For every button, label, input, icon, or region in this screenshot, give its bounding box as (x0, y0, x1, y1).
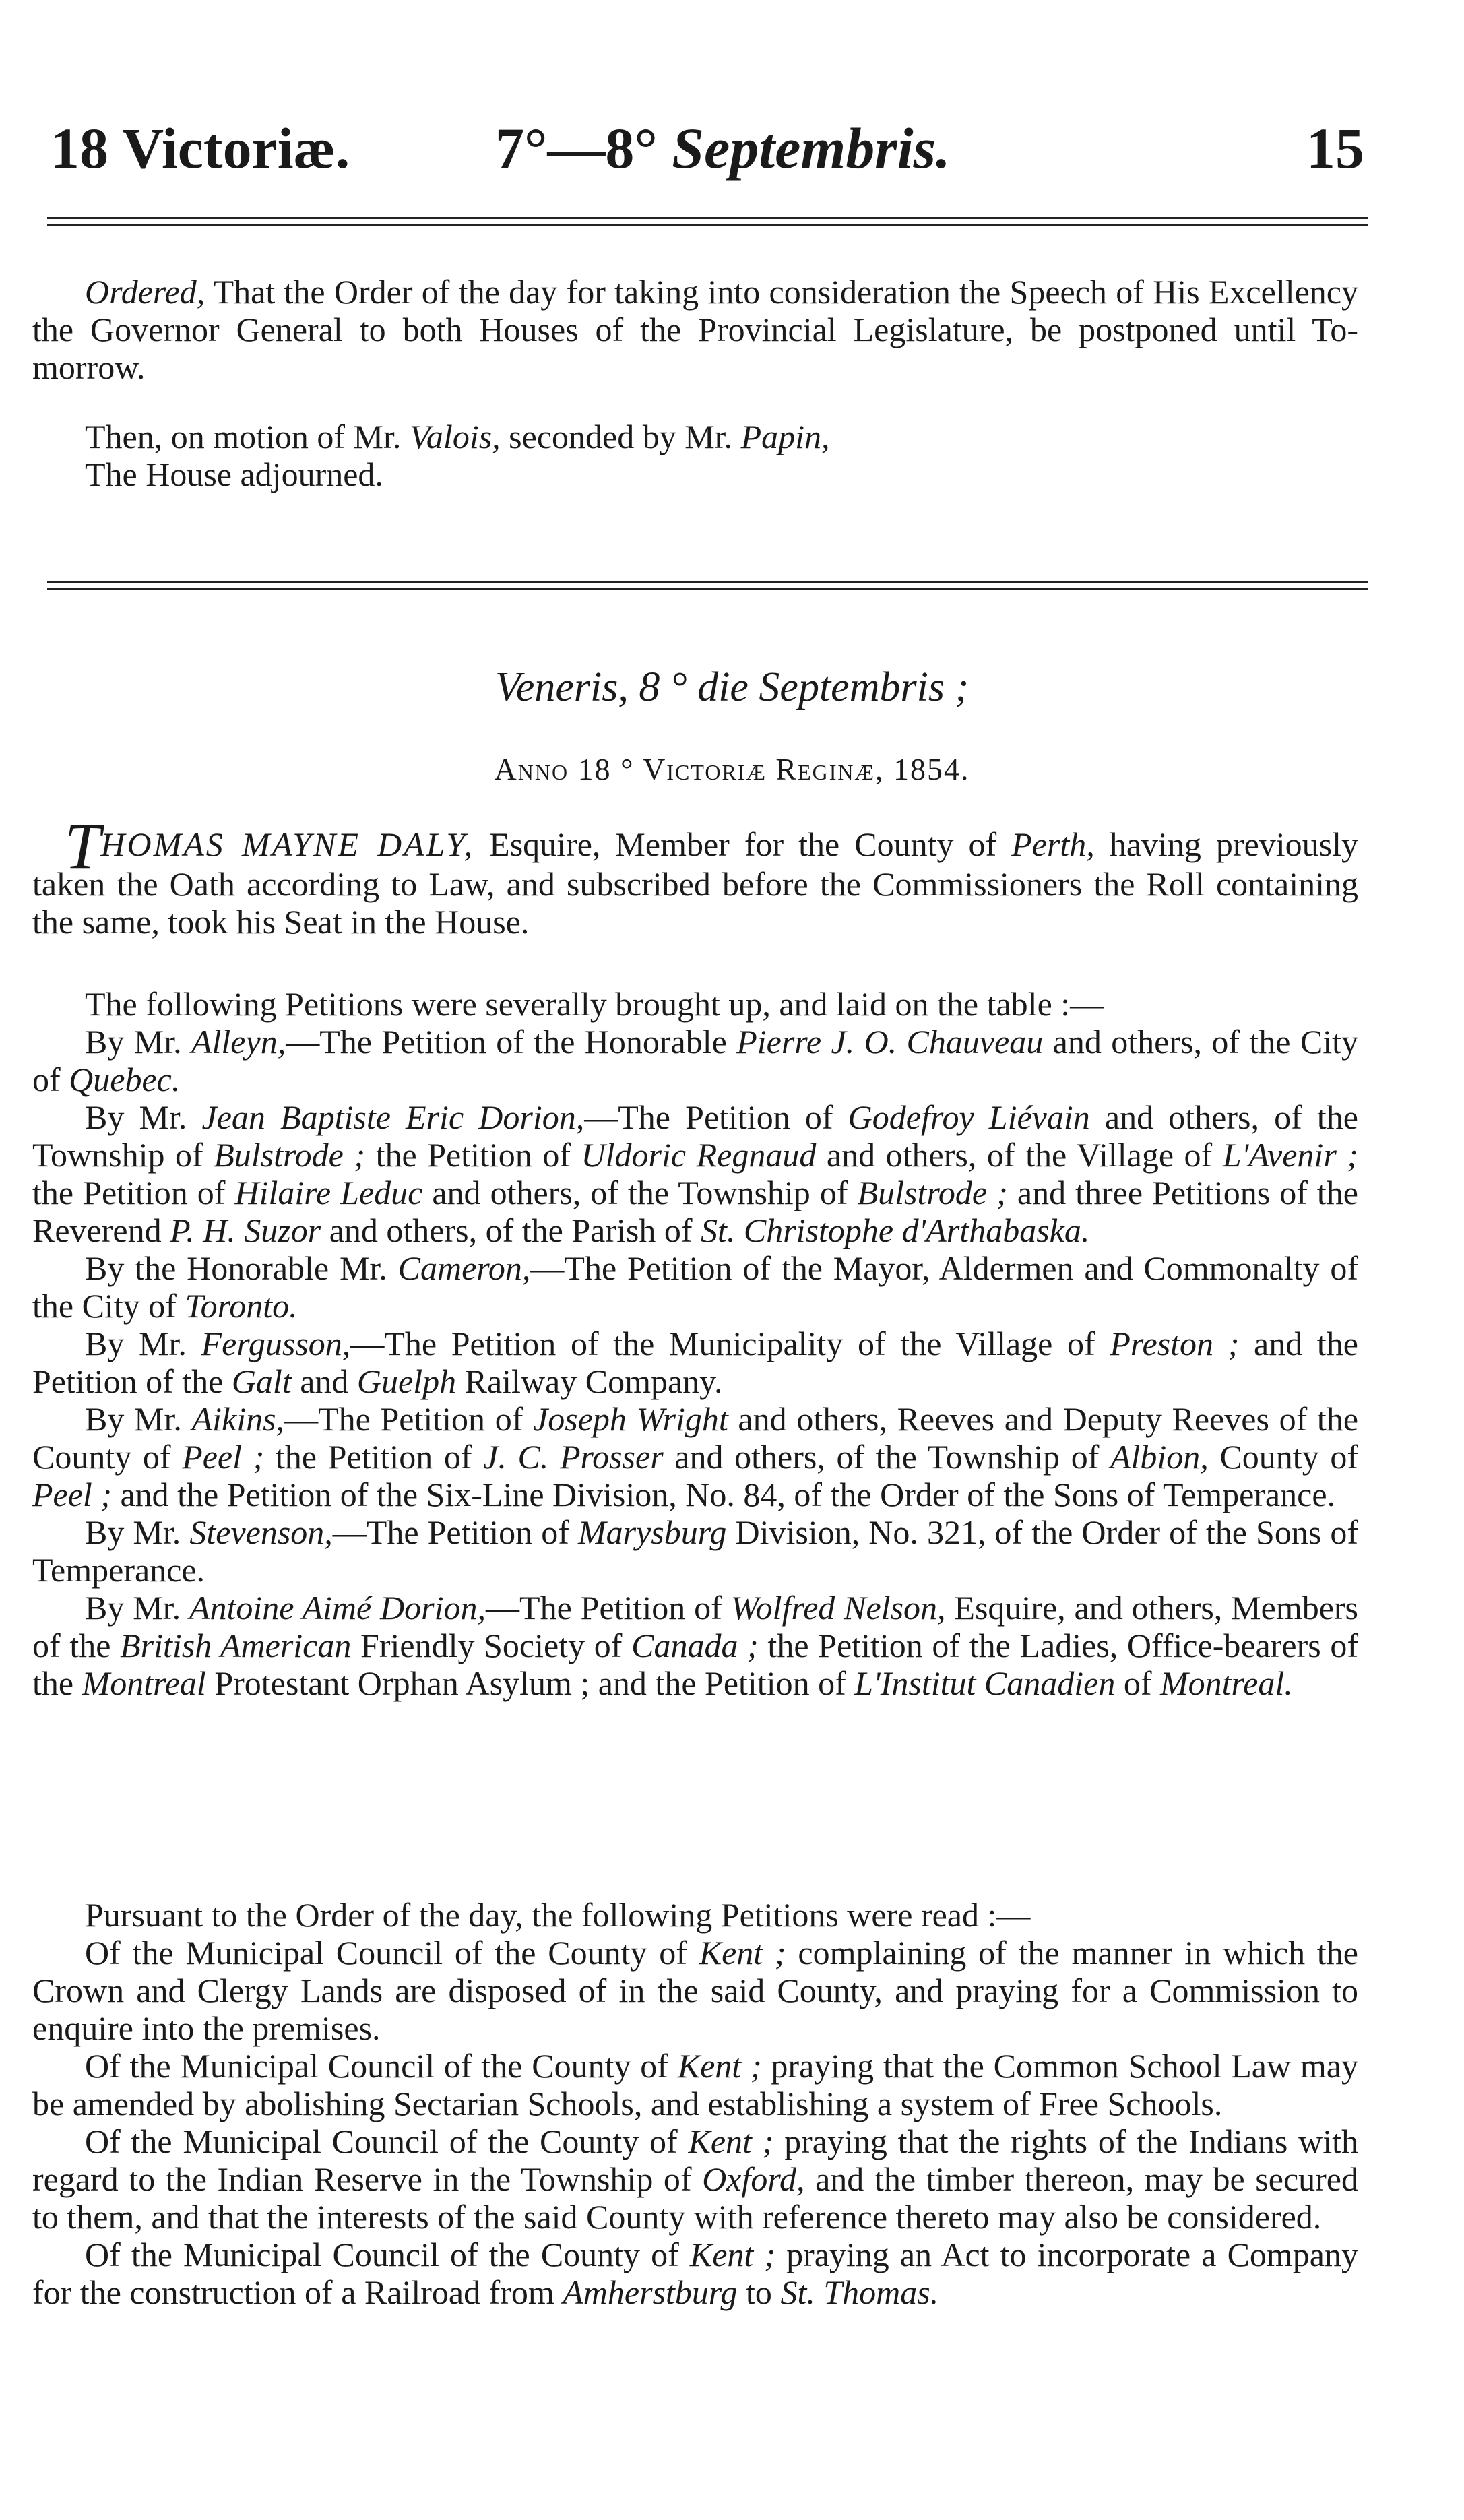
proper-name: Wolfred Nelson, (730, 1589, 946, 1627)
text-run: By Mr. (85, 1513, 190, 1551)
ordered-text: That the Order of the day for taking into consideration the Speech of His Excellency the Governor General to both Houses of the Provincial Legislature, be postponed until To-morrow. (32, 273, 1358, 386)
petition-cameron (32, 1249, 1358, 1325)
proper-name: Peel ; (32, 1476, 112, 1513)
text-run: By Mr. (85, 1023, 191, 1061)
header-date-numerals: 7°—8° (495, 116, 658, 181)
proper-name: Marysburg (578, 1513, 727, 1551)
text-run: the Petition of (32, 1174, 235, 1211)
text-run: to (737, 2273, 781, 2311)
text-run: By Mr. (85, 1325, 201, 1362)
running-head (51, 115, 1364, 189)
proper-name: Canada ; (631, 1627, 759, 1664)
proper-name: Antoine Aimé Dorion, (189, 1589, 486, 1627)
daly-text-1: Esquire, Member for the County of (474, 825, 1012, 863)
proper-name: Kent ; (677, 2047, 762, 2085)
proper-name: Hilaire Leduc (234, 1174, 423, 1211)
text-run: the Petition of (365, 1136, 581, 1174)
proper-name: Galt (231, 1362, 292, 1400)
text-run: Railway Company. (456, 1362, 723, 1400)
proper-name: Preston ; (1110, 1325, 1240, 1362)
regnal-year: 18 Victoriæ. (51, 116, 350, 181)
proper-name: Oxford, (702, 2160, 805, 2198)
text-run: praying that the Common School Law may be amended by abolishing Sectarian Schools, and establishing a system of Free Schools. (32, 2047, 1358, 2122)
proper-name: Jean Baptiste Eric Dorion, (201, 1098, 585, 1136)
petition-aikins (32, 1400, 1358, 1513)
proper-name: Amherstburg (563, 2273, 738, 2311)
motion-text: Then, on motion of Mr. (85, 418, 410, 455)
proper-name: Kent ; (689, 2236, 775, 2273)
header-month: Septembris. (672, 116, 951, 181)
seconder-name: Papin, (740, 418, 830, 455)
text-run: and the timber thereon, may be secured to them, and that the interests of the said County with reference thereto may also be considered. (32, 2160, 1358, 2236)
daly-text-2: having previously taken the Oath according to Law, and subscribed before the Commissioners the Roll containing the same, took his Seat in the House. (32, 825, 1359, 941)
text-run: of (1115, 1664, 1160, 1702)
text-run: praying that the rights of the Indians with regard to the Indian Reserve in the Township of (32, 2122, 1358, 2198)
text-run: Of the Municipal Council of the County of (85, 2236, 690, 2273)
text-run: —The Petition of the Honorable (286, 1023, 737, 1061)
proper-name: L'Institut Canadien (854, 1664, 1116, 1702)
text-run: and others, Reeves and Deputy Reeves of the County of (32, 1400, 1359, 1476)
proper-name: Uldoric Regnaud (581, 1136, 817, 1174)
proper-name: Alleyn, (191, 1023, 286, 1061)
petition-fergusson (32, 1325, 1358, 1400)
petition-jbe-dorion (32, 1098, 1358, 1249)
read-petition-3 (32, 2122, 1358, 2236)
read-petition-4 (32, 2236, 1358, 2311)
proper-name: Kent ; (699, 1934, 786, 1972)
text-run: Esquire, and others, Members of the (32, 1589, 1359, 1664)
text-run: By Mr. (85, 1098, 202, 1136)
proper-name: St. Thomas. (780, 2273, 939, 2311)
proper-name: Quebec. (69, 1061, 181, 1098)
drop-cap: T (65, 810, 101, 882)
text-run: —The Petition of (332, 1513, 578, 1551)
text-run: —The Petition of the Municipality of the Village of (350, 1325, 1110, 1362)
proper-name: Montreal (82, 1664, 206, 1702)
text-run: Of the Municipal Council of the County of (85, 1934, 699, 1972)
petitions-intro: The following Petitions were severally brought up, and laid on the table :— (85, 985, 1104, 1023)
page-number: 15 (1306, 116, 1364, 181)
anno-line: Anno 18 ° Victoriæ Reginæ, 1854. (494, 752, 970, 786)
text-run: and three Petitions of the Reverend (32, 1174, 1358, 1249)
text-run: Friendly Society of (351, 1627, 632, 1664)
text-run: Of the Municipal Council of the County of (85, 2122, 689, 2160)
proper-name: British American (120, 1627, 352, 1664)
text-run: complaining of the manner in which the Crown and Clergy Lands are disposed of in the said County, and praying for a Commission to enquire into the premises. (32, 1934, 1358, 2047)
adjournment-paragraph (32, 418, 1358, 493)
text-run: —The Petition of (584, 1098, 848, 1136)
proper-name: P. H. Suzor (170, 1211, 321, 1249)
proper-name: Fergusson, (201, 1325, 351, 1362)
text-run: and others, of the Township of (663, 1438, 1110, 1476)
proper-name: Joseph Wright (533, 1400, 728, 1438)
petition-stevenson (32, 1513, 1358, 1589)
proper-name: Pierre J. O. Chauveau (736, 1023, 1044, 1061)
proper-name: Albion, (1110, 1438, 1209, 1476)
proper-name: Kent ; (688, 2122, 774, 2160)
text-run: County of (1208, 1438, 1358, 1476)
text-run: and others, of the City of (32, 1023, 1358, 1098)
header-date (495, 115, 951, 182)
proper-name: Toronto. (185, 1287, 298, 1325)
adjourned-line: The House adjourned. (85, 455, 383, 493)
header-double-rule (47, 217, 1368, 226)
proper-name: Aikins, (191, 1400, 285, 1438)
text-run: and others, of the Township of (422, 1174, 858, 1211)
petitions-section (32, 985, 1358, 1702)
proper-name: Montreal. (1160, 1664, 1293, 1702)
motion-text-2: seconded by Mr. (500, 418, 741, 455)
text-run: and the Petition of the Six-Line Division, No. 84, of the Order of the Sons of Temperance. (111, 1476, 1336, 1513)
proper-name: Stevenson, (189, 1513, 333, 1551)
daly-paragraph (32, 810, 1359, 941)
text-run: and (291, 1362, 357, 1400)
order-paragraph (32, 273, 1358, 386)
text-run: Division, No. 321, of the Order of the Sons of Temperance. (32, 1513, 1359, 1589)
text-run: By Mr. (85, 1589, 189, 1627)
text-run: By the Honorable Mr. (85, 1249, 398, 1287)
text-run: and others, of the Township of (32, 1098, 1359, 1174)
proper-name: L'Avenir ; (1222, 1136, 1358, 1174)
county-name: Perth, (1011, 825, 1095, 863)
text-run: —The Petition of the Mayor, Aldermen and Commonalty of the City of (32, 1249, 1358, 1325)
proper-name: Guelph (356, 1362, 457, 1400)
text-run: praying an Act to incorporate a Company for the construction of a Railroad from (32, 2236, 1358, 2311)
text-run: and the Petition of the (32, 1325, 1358, 1400)
proper-name: Cameron, (397, 1249, 531, 1287)
proper-name: Bulstrode ; (214, 1136, 366, 1174)
text-run: the Petition of the Ladies, Office-bearers of the (32, 1627, 1359, 1702)
text-run: Protestant Orphan Asylum ; and the Petition of (205, 1664, 855, 1702)
proper-name: St. Christophe d'Arthabaska. (700, 1211, 1090, 1249)
proper-name: J. C. Prosser (483, 1438, 664, 1476)
proper-name: Peel ; (182, 1438, 265, 1476)
petition-alleyn (32, 1023, 1358, 1098)
text-run: —The Petition of (486, 1589, 731, 1627)
mover-name: Valois, (409, 418, 501, 455)
proper-name: Bulstrode ; (857, 1174, 1008, 1211)
petitions-read-section (32, 1896, 1358, 2311)
text-run: —The Petition of (284, 1400, 534, 1438)
ordered-lead: Ordered, (85, 273, 205, 311)
session-date: Veneris, 8 ° die Septembris ; (495, 664, 969, 710)
member-name: HOMAS MAYNE DALY, (100, 825, 475, 863)
text-run: and others, of the Parish of (321, 1211, 701, 1249)
read-petition-2 (32, 2047, 1358, 2122)
text-run: the Petition of (264, 1438, 484, 1476)
text-run: and others, of the Village of (816, 1136, 1223, 1174)
section-double-rule (47, 581, 1368, 590)
text-run: By Mr. (85, 1400, 192, 1438)
petition-aime-dorion (32, 1589, 1358, 1702)
text-run: Of the Municipal Council of the County of (85, 2047, 678, 2085)
read-intro: Pursuant to the Order of the day, the following Petitions were read :— (85, 1896, 1031, 1934)
proper-name: Godefroy Liévain (848, 1098, 1090, 1136)
read-petition-1 (32, 1934, 1358, 2047)
